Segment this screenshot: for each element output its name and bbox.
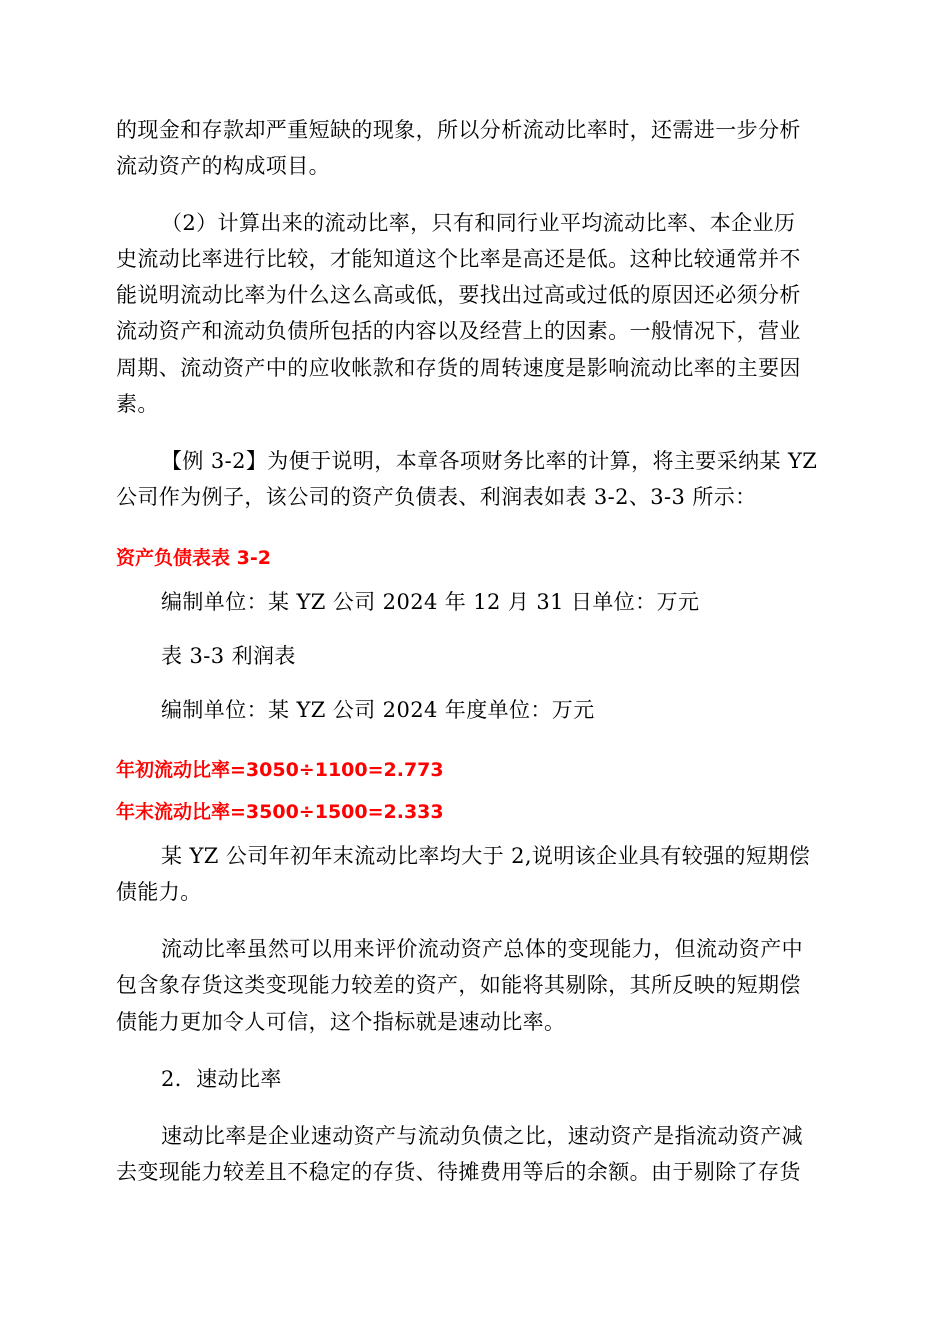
example-line: 【例 3-2】为便于说明，本章各项财务比率的计算，将主要采纳某 YZ xyxy=(161,449,818,473)
paragraph-line: 债能力。 xyxy=(116,880,202,904)
paragraph-line: 史流动比率进行比较，才能知道这个比率是高还是低。这种比较通常并不 xyxy=(116,247,801,271)
table-unit-line: 编制单位：某 YZ 公司 2024 年度单位：万元 xyxy=(161,698,595,722)
formula-line: 年初流动比率=3050÷1100=2.773 xyxy=(116,759,444,781)
paragraph-line: 周期、流动资产中的应收帐款和存货的周转速度是影响流动比率的主要因 xyxy=(116,356,801,380)
paragraph-line: （2）计算出来的流动比率，只有和同行业平均流动比率、本企业历 xyxy=(161,211,796,235)
paragraph-line: 流动比率虽然可以用来评价流动资产总体的变现能力，但流动资产中 xyxy=(161,937,803,961)
formula-line: 年末流动比率=3500÷1500=2.333 xyxy=(116,801,444,823)
paragraph-line: 流动资产和流动负债所包括的内容以及经营上的因素。一般情况下，营业 xyxy=(116,319,801,343)
section-heading: 2．速动比率 xyxy=(161,1067,282,1091)
paragraph-line: 某 YZ 公司年初年末流动比率均大于 2,说明该企业具有较强的短期偿 xyxy=(161,844,811,868)
paragraph-line: 的现金和存款却严重短缺的现象，所以分析流动比率时，还需进一步分析 xyxy=(116,118,801,142)
paragraph-line: 素。 xyxy=(116,392,159,416)
paragraph-line: 债能力更加令人可信，这个指标就是速动比率。 xyxy=(116,1010,566,1034)
table-heading: 表 3-3 利润表 xyxy=(161,644,296,668)
table-heading: 资产负债表表 3-2 xyxy=(116,547,271,569)
paragraph-line: 速动比率是企业速动资产与流动负债之比，速动资产是指流动资产减 xyxy=(161,1124,803,1148)
paragraph-line: 公司作为例子，该公司的资产负债表、利润表如表 3-2、3-3 所示： xyxy=(116,485,757,509)
paragraph-line: 包含象存货这类变现能力较差的资产，如能将其剔除，其所反映的短期偿 xyxy=(116,973,801,997)
table-unit-line: 编制单位：某 YZ 公司 2024 年 12 月 31 日单位：万元 xyxy=(161,590,700,614)
paragraph-line: 能说明流动比率为什么这么高或低，要找出过高或过低的原因还必须分析 xyxy=(116,283,801,307)
paragraph-line: 去变现能力较差且不稳定的存货、待摊费用等后的余额。由于剔除了存货 xyxy=(116,1160,801,1184)
paragraph-line: 流动资产的构成项目。 xyxy=(116,154,330,178)
